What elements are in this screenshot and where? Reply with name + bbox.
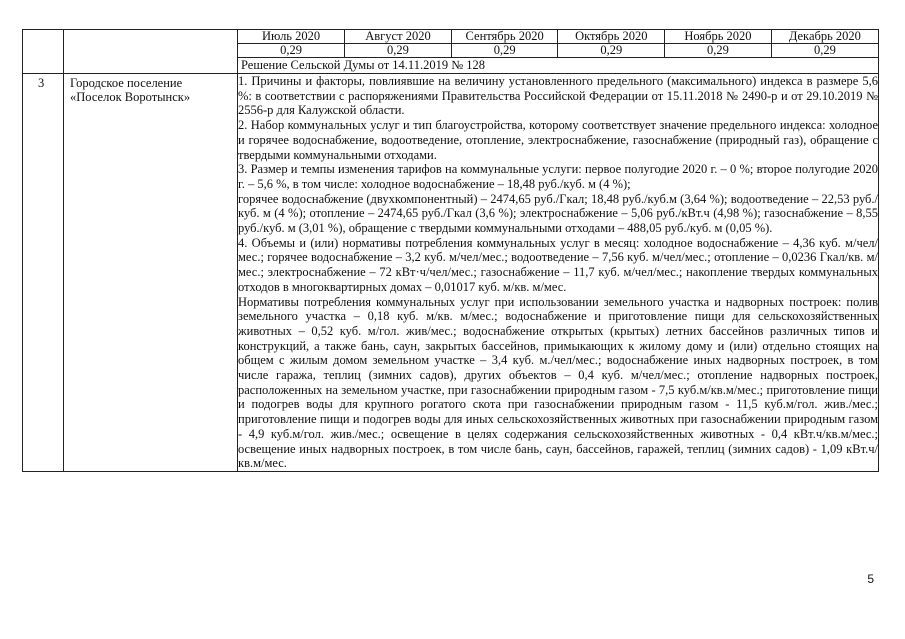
months-header-row <box>238 30 878 44</box>
month-value: 0,29 <box>345 44 452 58</box>
month-header: Сентябрь 2020 <box>451 30 558 44</box>
month-header: Декабрь 2020 <box>771 30 878 44</box>
row-number-cell <box>23 74 64 472</box>
tariff-cell <box>238 30 879 74</box>
paragraph-services: 2. Набор коммунальных услуг и тип благоустройства, которому соответствует значение предельного индекса: холодное и горячее водоснабжение, водоотведение, отопление, электроснабжение, газоснабжение (природный газ), обращение с твердыми коммунальными отходами. <box>238 118 878 162</box>
month-header: Август 2020 <box>345 30 452 44</box>
month-value: 0,29 <box>451 44 558 58</box>
month-header: Ноябрь 2020 <box>665 30 772 44</box>
description-cell <box>238 74 879 472</box>
month-header: Июль 2020 <box>238 30 345 44</box>
month-value: 0,29 <box>771 44 878 58</box>
municipality-name: Городское поселение «Поселок Воротынск» <box>70 76 191 104</box>
paragraph-tariffs-continued: горячее водоснабжение (двухкомпонентный) – 2474,65 руб./Гкал; 18,48 руб./куб.м (3,64 %); водоотведение – 22,53 руб./куб. м (4 %); отопление – 2474,65 руб./Гкал (3,6 %); электроснабжение – 5,06 руб./кВт.ч (4,98 %); газоснабжение – 8,55 руб./куб. м (3,01 %), обращение с твердыми коммунальными отходами – 488,05 руб./куб. м (0,05 %). <box>238 191 878 236</box>
document-table <box>22 29 879 472</box>
month-header: Октябрь 2020 <box>558 30 665 44</box>
months-table <box>238 30 878 58</box>
paragraph-volumes: 4. Объемы и (или) нормативы потребления коммунальных услуг в месяц: холодное водоснабжение – 4,36 куб. м/чел/мес.; горячее водоснабжение – 3,2 куб. м/чел/мес.; водоотведение – 7,56 куб. м/чел/мес.; отопление – 0,0236 Гкал/кв. м/мес.; электроснабжение – 72 кВт·ч/чел/мес.; газоснабжение – 11,7 куб. м/чел/мес.; накопление твердых коммунальных отходов в многоквартирных домах – 0,01017 куб. м/кв. м/мес. <box>238 235 878 294</box>
table-row-previous <box>23 30 879 74</box>
duma-decision-text: Решение Сельской Думы от 14.11.2019 № 128 <box>241 58 486 72</box>
number-cell-empty <box>23 30 64 74</box>
table-row-3 <box>23 74 879 472</box>
paragraph-tariffs: 3. Размер и темпы изменения тарифов на коммунальные услуги: первое полугодие 2020 г. – 0 %; второе полугодие 2020 г. – 5,6 %, в том числе: холодное водоснабжение – 18,48 руб./куб. м (4 %); <box>238 162 878 191</box>
page-number: 5 <box>867 572 874 586</box>
month-value: 0,29 <box>238 44 345 58</box>
month-value: 0,29 <box>665 44 772 58</box>
municipality-cell-empty <box>64 30 238 74</box>
paragraph-land-norms: Нормативы потребления коммунальных услуг при использовании земельного участка и надворных построек: полив земельного участка – 0,18 куб. м/кв. м/мес.; водоснабжение и приготовление пищи для сельскохозяйственных животных – 0,52 куб. м/гол. жив/мес.; водоснабжение открытых (крытых) летних бассейнов различных типов и конструкций, а также бань, саун, закрытых бассейнов, примыкающих к жилому дому и (или) отдельно стоящих на общем с жилым домом земельном участке – 3,4 куб. м./чел/мес.; водоснабжение иных надворных построек, в том числе гаража, теплиц (зимних садов), других объектов – 0,4 куб. м/чел/мес.; отопление надворных построек, расположенных на земельном участке, при газоснабжении природным газом - 7,5 куб.м/кв.м/мес.; приготовление пищи и подогрев воды для крупного рогатого скота при газоснабжении природным газом - 11,5 куб.м/гол. жив./мес.; приготовление пищи и подогрев воды для иных сельскохозяйственных животных при газоснабжении природным газом - 4,9 куб.м/гол. жив./мес.; освещение в целях содержания сельскохозяйственных животных - 0,4 кВт.ч/кв.м/мес.; освещение иных надворных построек, в том числе бань, саун, бассейнов, гаражей, теплиц (зимних садов) - 1,09 кВт.ч/кв.м/мес. <box>238 294 878 471</box>
month-value: 0,29 <box>558 44 665 58</box>
paragraph-reasons: 1. Причины и факторы, повлиявшие на величину установленного предельного (максимального) индекса в размере 5,6 %: в соответствии с распоряжениями Правительства Российской Федерации от 15.11.2018 № 2490-р и от 29.10.2019 № 2556-р для Калужской области. <box>238 74 878 118</box>
row-number: 3 <box>38 76 45 90</box>
municipality-cell <box>64 74 238 472</box>
months-value-row <box>238 44 878 58</box>
